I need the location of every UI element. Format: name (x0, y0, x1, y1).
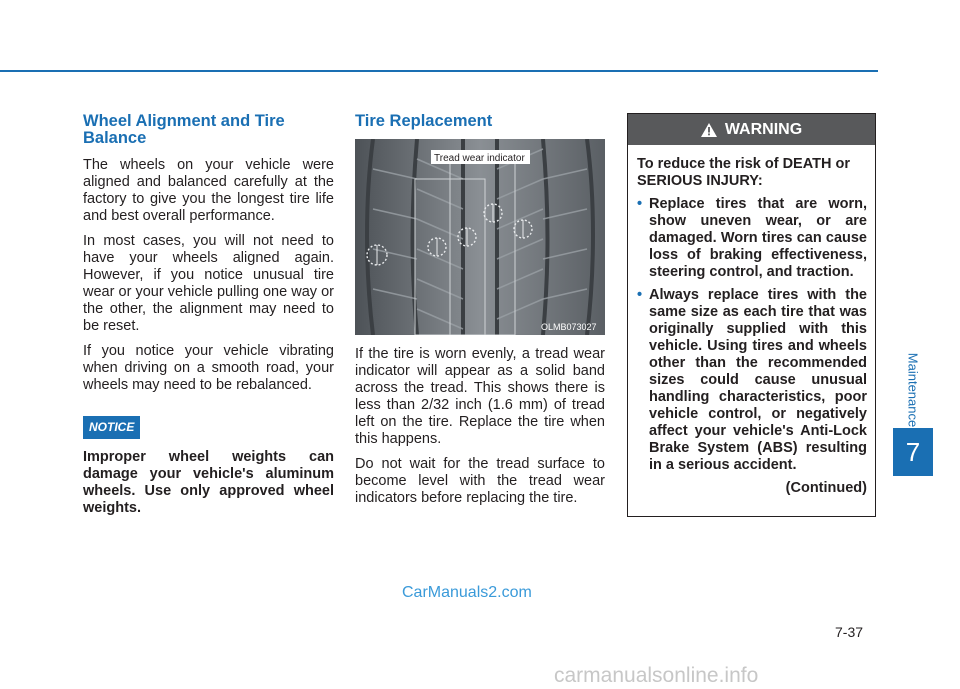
warning-item (637, 196, 867, 281)
middle-text (355, 346, 605, 515)
paragraph: If you notice your vehicle vibrating when driving on a smooth road, your wheels may need to be rebalanced. (83, 343, 334, 393)
notice-badge: NOTICE (83, 416, 140, 439)
bullet-icon: • (637, 287, 643, 303)
warning-triangle-icon (701, 123, 717, 137)
warning-item-text: Always replace tires with the same size as each tire that was originally supplied with this vehicle. Using tires and wheels other than the recommended sizes could cause unusual handling characteristics, poor vehicle control, or negatively affect your vehicle's Anti-Lock Brake System (ABS) resulting in a serious accident. (649, 287, 867, 473)
section-tab (898, 340, 928, 440)
warning-title: WARNING (724, 120, 803, 138)
warning-list (637, 196, 867, 474)
continued-label: (Continued) (785, 480, 867, 496)
paragraph: If the tire is worn evenly, a tread wear indicator will appear as a solid band across the tread. This shows there is less than 2/32 inch (1.6 mm) of tread left on the tire. Replace the tire when this happens. (355, 346, 605, 447)
warning-body (628, 145, 875, 497)
tread-wear-callout: Tread wear indicator (434, 153, 525, 164)
section-tab-label: Maintenance (905, 352, 921, 428)
warning-item-text: Replace tires that are worn, show uneven wear, or are damaged. Worn tires can cause loss of braking effectiveness, steering control, and traction. (649, 196, 867, 280)
tire-replacement-heading: Tire Replacement (355, 112, 493, 130)
wheel-alignment-heading: Wheel Alignment and Tire Balance (83, 112, 285, 147)
left-column (83, 113, 334, 525)
page-number: 7-37 (835, 624, 864, 640)
paragraph: Do not wait for the tread surface to become level with the tread wear indicators before replacing the tire. (355, 456, 605, 506)
tire-tread-drawing (355, 139, 605, 335)
paragraph: The wheels on your vehicle were aligned and balanced carefully at the factory to give you the longest tire life and best overall performance. (83, 157, 334, 224)
middle-column (355, 113, 605, 140)
tire-tread-illustration (355, 139, 605, 335)
watermark-link-top[interactable]: CarManuals2.com (402, 584, 532, 601)
watermark-link-bottom[interactable]: carmanualsonline.info (554, 664, 759, 687)
figure-code: OLMB073027 (541, 322, 597, 332)
notice-text: Improper wheel weights can damage your vehicle's aluminum wheels. Use only approved wheel weights. (83, 449, 334, 516)
bullet-icon: • (637, 196, 643, 212)
top-rule (0, 70, 878, 72)
warning-header (628, 114, 875, 145)
warning-item (637, 287, 867, 474)
paragraph: In most cases, you will not need to have your wheels aligned again. However, if you notice unusual tire wear or your vehicle pulling one way or the other, the alignment may need to be reset. (83, 233, 334, 334)
warning-box (627, 113, 876, 517)
chapter-number-badge: 7 (893, 428, 933, 476)
warning-intro: To reduce the risk of DEATH or SERIOUS INJURY: (637, 156, 850, 189)
